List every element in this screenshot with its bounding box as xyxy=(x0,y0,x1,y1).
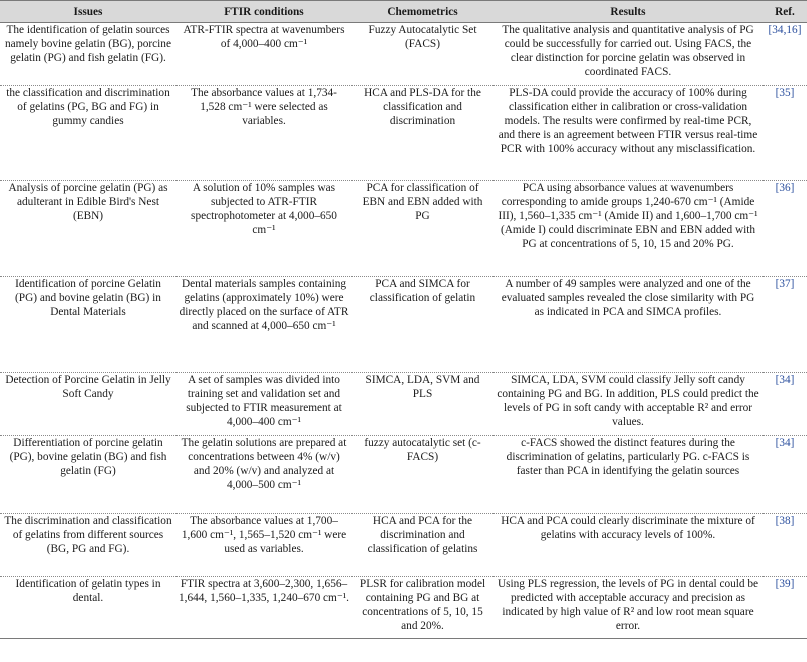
cell-chemometrics: HCA and PLS-DA for the classification and discrimination xyxy=(352,86,493,181)
cell-results: HCA and PCA could clearly discriminate the mixture of gelatins with accuracy levels of 100%. xyxy=(493,514,763,577)
cell-issue: The discrimination and classification of gelatins from different sources (BG, PG and FG). xyxy=(0,514,176,577)
cell-chemometrics: PLSR for calibration model containing PG and BG at concentrations of 5, 10, 15 and 20%. xyxy=(352,577,493,639)
cell-ftir: FTIR spectra at 3,600–2,300, 1,656–1,644, 1,560–1,335, 1,240–670 cm⁻¹. xyxy=(176,577,352,639)
header-results: Results xyxy=(493,1,763,23)
table-row xyxy=(0,86,807,181)
cell-chemometrics: PCA and SIMCA for classification of gelatin xyxy=(352,277,493,373)
cell-results: PCA using absorbance values at wavenumbers corresponding to amide groups 1,240-670 cm⁻¹ (Amide III), 1,560–1,335 cm⁻¹ (Amide II) and 1,600–1,700 cm⁻¹ (Amide I) could discriminate EBN and EBN added with PG at concentrations of 5, 10, 15 and 20% PG. xyxy=(493,181,763,277)
cell-results: SIMCA, LDA, SVM could classify Jelly soft candy containing PG and BG. In addition, PLS could predict the levels of PG in soft candy with acceptable R² and error values. xyxy=(493,373,763,436)
header-issues: Issues xyxy=(0,1,176,23)
table-body xyxy=(0,23,807,639)
table-row xyxy=(0,181,807,277)
cell-issue: the classification and discrimination of gelatins (PG, BG and FG) in gummy candies xyxy=(0,86,176,181)
cell-ref-link[interactable]: [34] xyxy=(763,373,807,436)
cell-ref-link[interactable]: [39] xyxy=(763,577,807,639)
cell-chemometrics: PCA for classification of EBN and EBN added with PG xyxy=(352,181,493,277)
cell-ftir: ATR-FTIR spectra at wavenumbers of 4,000–400 cm⁻¹ xyxy=(176,23,352,86)
cell-issue: Detection of Porcine Gelatin in Jelly Soft Candy xyxy=(0,373,176,436)
cell-ref-link[interactable]: [38] xyxy=(763,514,807,577)
cell-results: PLS-DA could provide the accuracy of 100% during classification either in calibration or cross-validation models. The results were confirmed by real-time PCR, and there is an agreement between FTIR versus real-time PCR with 100% accuracy without any misclassification. xyxy=(493,86,763,181)
cell-ref-link[interactable]: [36] xyxy=(763,181,807,277)
cell-ftir: A solution of 10% samples was subjected to ATR-FTIR spectrophotometer at 4,000–650 cm⁻¹ xyxy=(176,181,352,277)
header-row xyxy=(0,1,807,23)
cell-issue: Differentiation of porcine gelatin (PG), bovine gelatin (BG) and fish gelatin (FG) xyxy=(0,436,176,514)
cell-issue: Analysis of porcine gelatin (PG) as adulterant in Edible Bird's Nest (EBN) xyxy=(0,181,176,277)
cell-ref-link[interactable]: [34] xyxy=(763,436,807,514)
cell-ftir: The absorbance values at 1,700–1,600 cm⁻¹, 1,565–1,520 cm⁻¹ were used as variables. xyxy=(176,514,352,577)
cell-results: c-FACS showed the distinct features during the discrimination of gelatins, particularly PG. c-FACS is faster than PCA in identifying the gelatin sources xyxy=(493,436,763,514)
table-row xyxy=(0,277,807,373)
table-row xyxy=(0,514,807,577)
cell-results: Using PLS regression, the levels of PG in dental could be predicted with acceptable accuracy and precision as indicated by high value of R² and low root mean square error. xyxy=(493,577,763,639)
cell-issue: Identification of gelatin types in dental. xyxy=(0,577,176,639)
cell-issue: Identification of porcine Gelatin (PG) and bovine gelatin (BG) in Dental Materials xyxy=(0,277,176,373)
cell-ftir: The gelatin solutions are prepared at concentrations between 4% (w/v) and 20% (w/v) and analyzed at 4,000–500 cm⁻¹ xyxy=(176,436,352,514)
cell-chemometrics: fuzzy autocatalytic set (c-FACS) xyxy=(352,436,493,514)
table-row xyxy=(0,577,807,639)
header-ref: Ref. xyxy=(763,1,807,23)
cell-issue: The identification of gelatin sources namely bovine gelatin (BG), porcine gelatin (PG) and fish gelatin (FG). xyxy=(0,23,176,86)
cell-ftir: The absorbance values at 1,734-1,528 cm⁻¹ were selected as variables. xyxy=(176,86,352,181)
table-row xyxy=(0,373,807,436)
header-ftir-conditions: FTIR conditions xyxy=(176,1,352,23)
header-chemometrics: Chemometrics xyxy=(352,1,493,23)
cell-ref-link[interactable]: [34,16] xyxy=(763,23,807,86)
cell-ref-link[interactable]: [35] xyxy=(763,86,807,181)
cell-results: The qualitative analysis and quantitative analysis of PG could be successfully for carried out. Using FACS, the clear distinction for porcine gelatin was observed in coordinated FACS. xyxy=(493,23,763,86)
table-row xyxy=(0,436,807,514)
cell-ftir: A set of samples was divided into training set and validation set and subjected to FTIR measurement at 4,000–400 cm⁻¹ xyxy=(176,373,352,436)
cell-ftir: Dental materials samples containing gelatins (approximately 10%) were directly placed on the surface of ATR and scanned at 4,000–650 cm⁻¹ xyxy=(176,277,352,373)
cell-chemometrics: HCA and PCA for the discrimination and classification of gelatins xyxy=(352,514,493,577)
cell-results: A number of 49 samples were analyzed and one of the evaluated samples revealed the close similarity with PG as indicated in PCA and SIMCA profiles. xyxy=(493,277,763,373)
cell-chemometrics: Fuzzy Autocatalytic Set (FACS) xyxy=(352,23,493,86)
table-row xyxy=(0,23,807,86)
cell-ref-link[interactable]: [37] xyxy=(763,277,807,373)
cell-chemometrics: SIMCA, LDA, SVM and PLS xyxy=(352,373,493,436)
table-header xyxy=(0,1,807,23)
